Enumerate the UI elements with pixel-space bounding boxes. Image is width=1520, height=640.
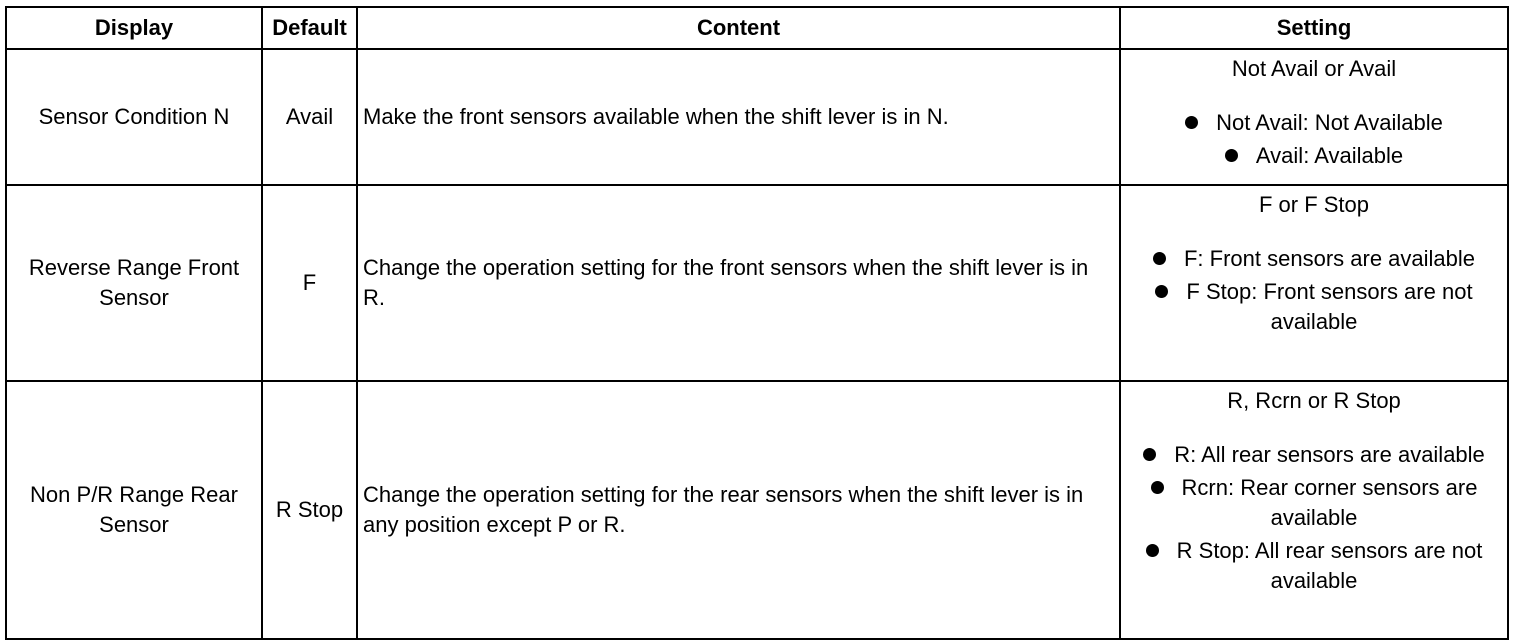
bullet-icon (1155, 285, 1168, 298)
header-setting: Setting (1120, 7, 1508, 49)
header-default: Default (262, 7, 357, 49)
option-text: F: Front sensors are available (1183, 246, 1476, 271)
setting-cell (1120, 381, 1508, 639)
setting-options (1125, 440, 1503, 596)
setting-option (1125, 536, 1503, 596)
setting-cell (1120, 185, 1508, 381)
default-cell: F (262, 185, 357, 381)
setting-choices: F or F Stop (1258, 192, 1370, 217)
display-cell: Reverse Range Front Sensor (6, 185, 262, 381)
display-cell: Sensor Condition N (6, 49, 262, 185)
table-row (6, 185, 1508, 381)
bullet-icon (1151, 481, 1164, 494)
option-text: Avail: Available (1255, 143, 1404, 168)
setting-option (1125, 108, 1503, 138)
setting-option (1125, 141, 1503, 171)
display-cell: Non P/R Range Rear Sensor (6, 381, 262, 639)
default-cell: Avail (262, 49, 357, 185)
setting-option (1125, 244, 1503, 274)
option-text: R: All rear sensors are available (1174, 442, 1485, 467)
bullet-icon (1153, 252, 1166, 265)
settings-table (5, 6, 1509, 640)
setting-choices: R, Rcrn or R Stop (1227, 388, 1401, 413)
option-text: F Stop: Front sensors are not available (1186, 279, 1473, 334)
option-text: Not Avail: Not Available (1216, 110, 1443, 135)
bullet-icon (1143, 448, 1156, 461)
setting-option (1125, 440, 1503, 470)
table-header-row (6, 7, 1508, 49)
content-cell: Change the operation setting for the rear sensors when the shift lever is in any position except P or R. (357, 381, 1120, 639)
bullet-icon (1185, 116, 1198, 129)
option-text: R Stop: All rear sensors are not available (1176, 538, 1483, 593)
setting-choices: Not Avail or Avail (1231, 56, 1397, 81)
setting-cell (1120, 49, 1508, 185)
header-content: Content (357, 7, 1120, 49)
setting-option (1125, 277, 1503, 337)
bullet-icon (1225, 149, 1238, 162)
setting-options (1125, 244, 1503, 337)
setting-option (1125, 473, 1503, 533)
content-cell: Make the front sensors available when the shift lever is in N. (357, 49, 1120, 185)
option-text: Rcrn: Rear corner sensors are available (1181, 475, 1478, 530)
setting-options (1125, 108, 1503, 171)
table-row (6, 381, 1508, 639)
content-cell: Change the operation setting for the front sensors when the shift lever is in R. (357, 185, 1120, 381)
table-row (6, 49, 1508, 185)
bullet-icon (1146, 544, 1159, 557)
header-display: Display (6, 7, 262, 49)
default-cell: R Stop (262, 381, 357, 639)
